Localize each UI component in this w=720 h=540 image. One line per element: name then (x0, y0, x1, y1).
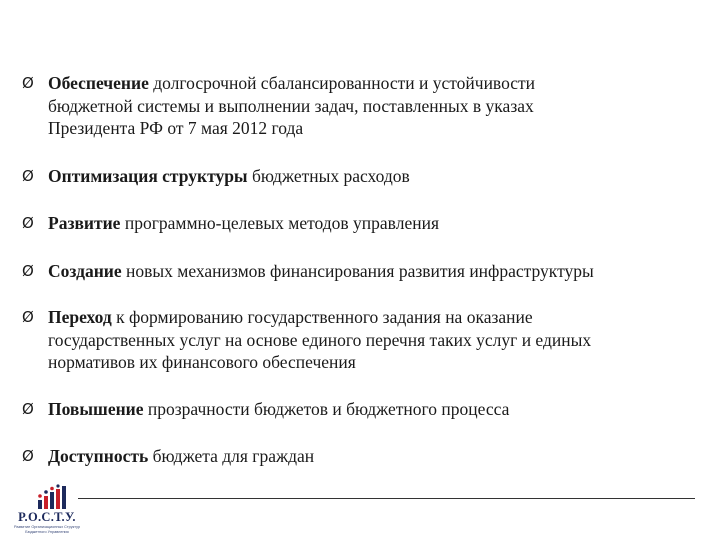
bullet-text: Президента РФ от 7 мая 2012 года (48, 118, 304, 138)
bullet-item-5 (22, 306, 702, 374)
bullet-item-6 (22, 398, 702, 421)
bullet-text: бюджета для граждан (148, 446, 315, 466)
logo-name: Р.О.С.Т.У. (18, 510, 76, 524)
bullet-list (22, 72, 702, 468)
arrow-bullet-icon: Ø (22, 214, 34, 232)
bullet-text: бюджетных расходов (247, 165, 410, 186)
growth-bars-icon (36, 484, 68, 510)
bullet-keyword: Создание (48, 260, 122, 281)
rostu-logo (6, 484, 84, 540)
bullet-text: программно-целевых методов управления (120, 213, 439, 233)
bullet-text: долгосрочной сбалансированности и устойчивости (148, 73, 536, 93)
arrow-bullet-icon: Ø (22, 74, 34, 92)
bullet-text: государственных услуг на основе единого перечня таких услуг и единых (48, 329, 592, 350)
bullet-keyword: Доступность (48, 446, 149, 466)
arrow-bullet-icon: Ø (22, 308, 34, 326)
logo-subtitle: Развитие Организационных Структур Бюджетного Управления (13, 525, 81, 534)
arrow-bullet-icon: Ø (22, 166, 34, 185)
bullet-keyword: Оптимизация структуры (48, 165, 248, 186)
bullet-text: к формированию государственного задания на оказание (111, 307, 533, 327)
bullet-text: бюджетной системы и выполнении задач, поставленных в указах (48, 95, 534, 116)
bullet-text: новых механизмов финансирования развития инфраструктуры (121, 260, 594, 281)
bullet-item-2 (22, 165, 702, 188)
bullet-keyword: Развитие (48, 213, 121, 233)
arrow-bullet-icon: Ø (22, 399, 34, 418)
bullet-keyword: Переход (48, 307, 112, 327)
bullet-item-4 (22, 260, 702, 283)
bullet-item-7 (22, 445, 702, 468)
bullet-text: прозрачности бюджетов и бюджетного процесса (143, 398, 510, 419)
bullet-text: нормативов их финансового обеспечения (48, 352, 356, 372)
arrow-bullet-icon: Ø (22, 447, 34, 465)
bullet-keyword: Повышение (48, 398, 144, 419)
bullet-item-1 (22, 72, 702, 140)
footer-divider (78, 498, 695, 499)
arrow-bullet-icon: Ø (22, 261, 34, 280)
bullet-item-3 (22, 212, 702, 235)
bullet-keyword: Обеспечение (48, 73, 149, 93)
